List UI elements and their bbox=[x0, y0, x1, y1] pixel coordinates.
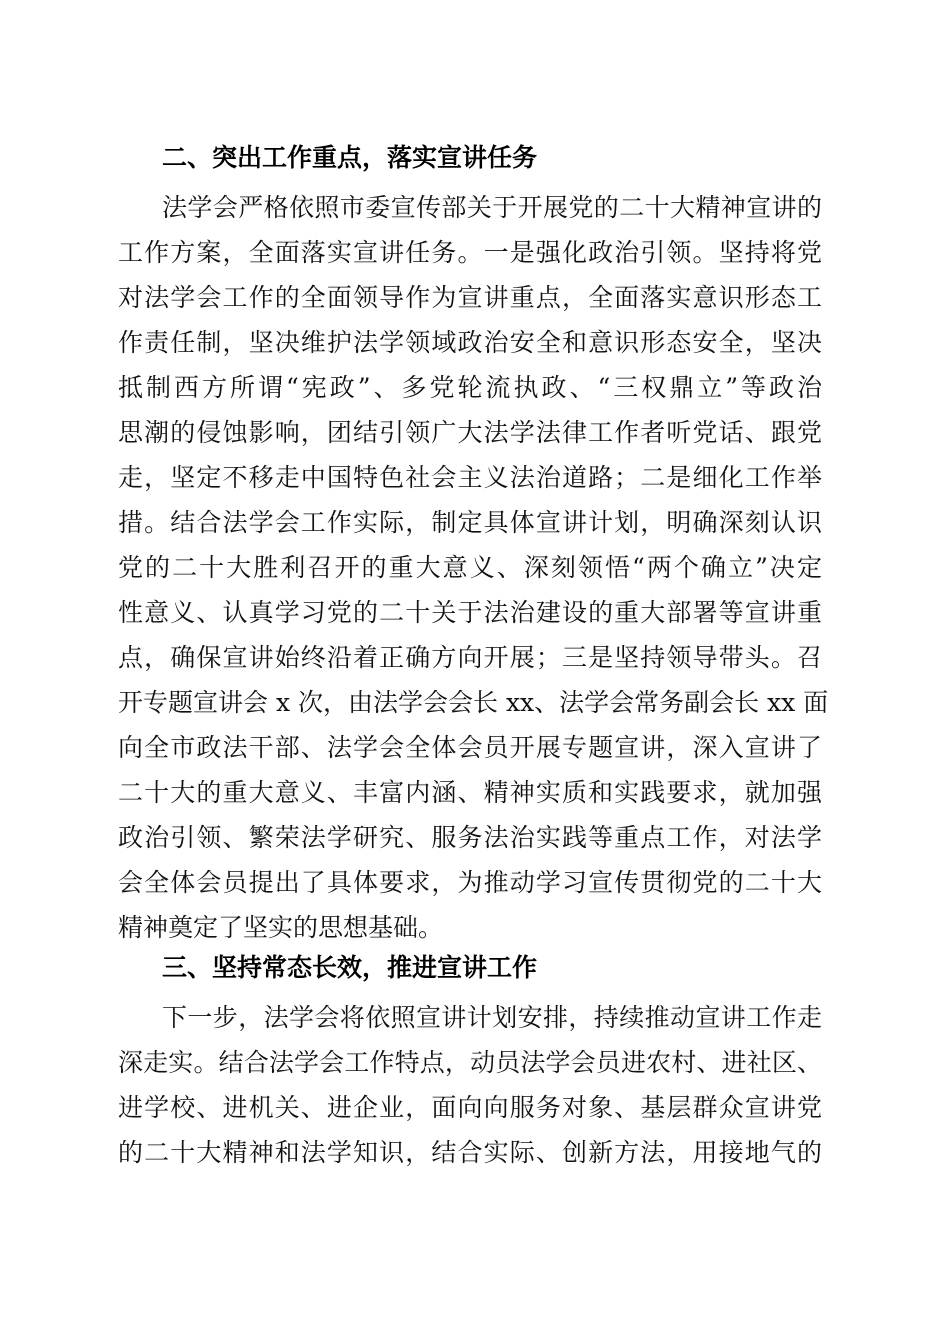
paragraph-line: 思潮的侵蚀影响，团结引领广大法学法律工作者听党话、跟党 bbox=[118, 418, 822, 447]
section-2-heading: 二、突出工作重点，落实宣讲任务 bbox=[162, 143, 538, 172]
paragraph-line: 点，确保宣讲始终沿着正确方向开展；三是坚持领导带头。召 bbox=[118, 643, 822, 672]
paragraph-line: 工作方案，全面落实宣讲任务。一是强化政治引领。坚持将党 bbox=[118, 238, 822, 267]
paragraph-line: 走，坚定不移走中国特色社会主义法治道路；二是细化工作举 bbox=[118, 463, 822, 492]
paragraph-line: 的二十大精神和法学知识，结合实际、创新方法，用接地气的 bbox=[118, 1138, 822, 1167]
paragraph-line: 抵制西方所谓“宪政”、多党轮流执政、“三权鼎立”等政治 bbox=[118, 373, 822, 402]
paragraph-line: 下一步，法学会将依照宣讲计划安排，持续推动宣讲工作走 bbox=[162, 1003, 822, 1032]
paragraph-line: 政治引领、繁荣法学研究、服务法治实践等重点工作，对法学 bbox=[118, 823, 822, 852]
section-3-heading: 三、坚持常态长效，推进宣讲工作 bbox=[162, 953, 538, 982]
paragraph-line: 二十大的重大意义、丰富内涵、精神实质和实践要求，就加强 bbox=[118, 778, 822, 807]
paragraph-line: 深走实。结合法学会工作特点，动员法学会员进农村、进社区、 bbox=[118, 1048, 822, 1077]
paragraph-line: 性意义、认真学习党的二十关于法治建设的重大部署等宣讲重 bbox=[118, 598, 822, 627]
paragraph-line: 精神奠定了坚实的思想基础。 bbox=[118, 913, 444, 942]
paragraph-line: 会全体会员提出了具体要求，为推动学习宣传贯彻党的二十大 bbox=[118, 868, 822, 897]
paragraph-line: 向全市政法干部、法学会全体会员开展专题宣讲，深入宣讲了 bbox=[118, 733, 822, 762]
paragraph-line: 进学校、进机关、进企业，面向向服务对象、基层群众宣讲党 bbox=[118, 1093, 822, 1122]
paragraph-line: 党的二十大胜利召开的重大意义、深刻领悟“两个确立”决定 bbox=[118, 553, 822, 582]
paragraph-line: 法学会严格依照市委宣传部关于开展党的二十大精神宣讲的 bbox=[162, 193, 822, 222]
paragraph-line: 开专题宣讲会 x 次，由法学会会长 xx、法学会常务副会长 xx 面 bbox=[118, 688, 829, 717]
paragraph-line: 对法学会工作的全面领导作为宣讲重点，全面落实意识形态工 bbox=[118, 283, 822, 312]
paragraph-line: 措。结合法学会工作实际，制定具体宣讲计划，明确深刻认识 bbox=[118, 508, 822, 537]
paragraph-line: 作责任制，坚决维护法学领域政治安全和意识形态安全，坚决 bbox=[118, 328, 822, 357]
